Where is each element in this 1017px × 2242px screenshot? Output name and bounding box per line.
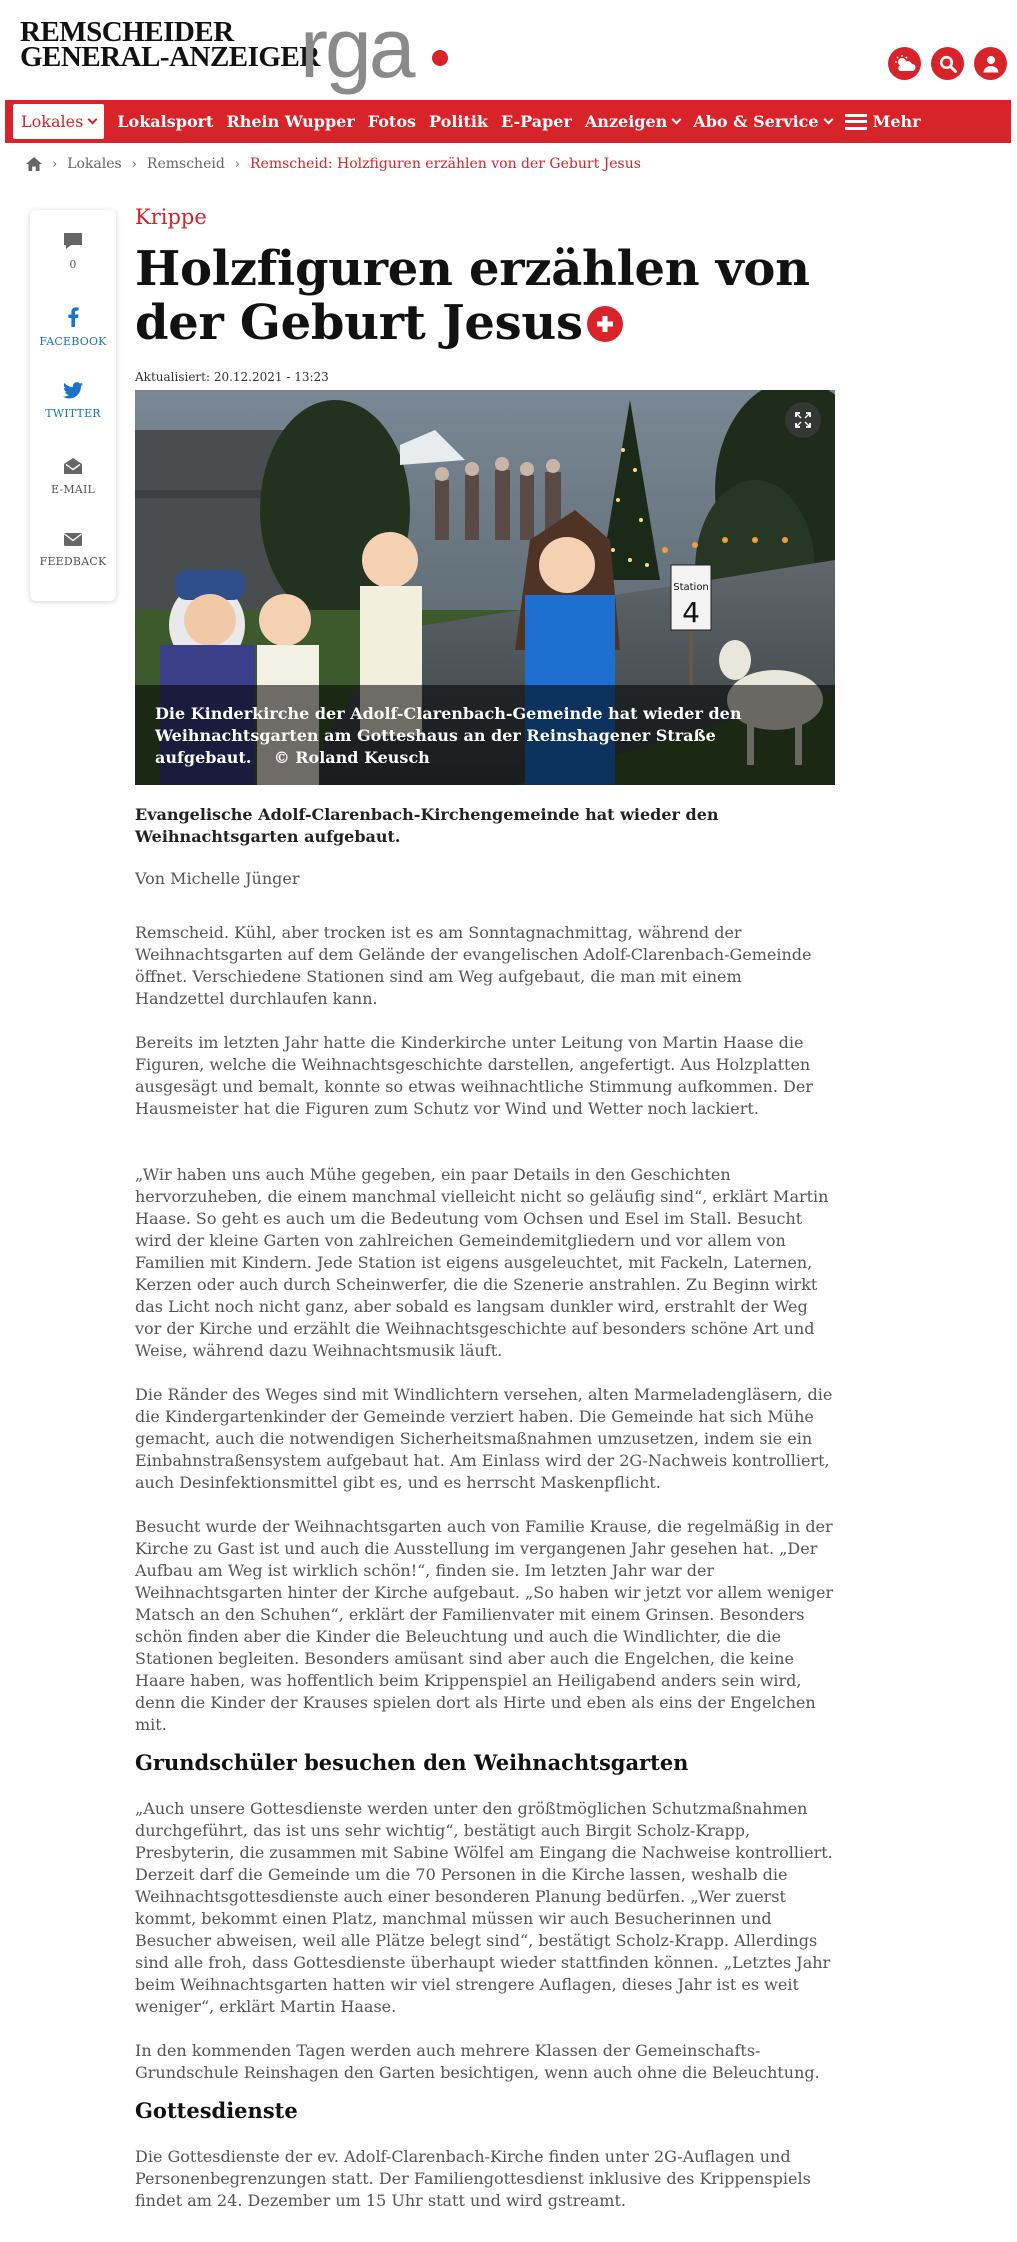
user-icon <box>982 55 1000 73</box>
nav-item-fotos[interactable] <box>368 112 416 131</box>
nav-item-label: Rhein Wupper <box>226 112 355 131</box>
plus-icon <box>587 306 623 342</box>
nav-item-lokalsport[interactable] <box>117 112 213 131</box>
weather-icon <box>894 55 916 73</box>
brand-name-line1[interactable]: REMSCHEIDER <box>20 16 234 48</box>
nav-item-mehr[interactable] <box>845 112 921 131</box>
section-heading: Gottesdienste <box>135 2098 298 2124</box>
share-email-button[interactable] <box>30 445 116 520</box>
article-paragraph: Die Ränder des Weges sind mit Windlichtern versehen, alten Marmeladengläsern, die die Kindergartenkinder der Gemeinde verziert haben. Die Gemeinde hat sich Mühe gemacht, auch die notwendigen Sicherheitsmaßnahmen umzusetzen, indem sie ein Einbahnstraßensystem aufgebaut hat. Am Einlass wird der 2G-Nachweis kontrolliert, auch Desinfektionsmittel gibt es, und es herrscht Maskenpflicht. <box>135 1385 833 1493</box>
nav-item-label: Lokalsport <box>117 112 214 131</box>
photo-sign-label: Station <box>673 582 709 594</box>
article-paragraph: Die Gottesdienste der ev. Adolf-Clarenbach-Kirche finden unter 2G-Auflagen und Personenbegrenzungen statt. Der Familiengottesdienst inklusive des Krippenspiels findet am 24. Dezember um 15 Uhr statt und wird gstreamt. <box>135 2147 811 2211</box>
nav-item-label: Fotos <box>367 112 416 131</box>
site-header <box>0 0 1017 100</box>
photo-caption-line1: Die Kinderkirche der Adolf-Clarenbach-Gemeinde hat wieder den <box>155 704 742 724</box>
comment-icon <box>63 232 83 250</box>
home-icon[interactable] <box>26 157 42 171</box>
breadcrumb-current: Remscheid: Holzfiguren erzählen von der Geburt Jesus <box>250 156 641 172</box>
brand-logo-dot <box>432 50 448 66</box>
comments-button[interactable] <box>30 220 116 295</box>
nav-item-label: Anzeigen <box>584 112 668 131</box>
nav-item-rhein-wupper[interactable] <box>226 112 354 131</box>
brand-logo[interactable]: rga <box>300 1 413 95</box>
article-paragraph: In den kommenden Tagen werden auch mehrere Klassen der Gemeinschafts-Grundschule Reinshagen den Garten besichtigen, wenn auch ohne die Beleuchtung. <box>135 2041 820 2083</box>
article-paragraph: „Auch unsere Gottesdienste werden unter den größtmöglichen Schutzmaßnahmen durchgeführt, das ist uns sehr wichtig“, bestätigt auch Birgit Scholz-Krapp, Presbyterin, die zusammen mit Sabine Wölfel am Eingang die Nachweise kontrolliert. Derzeit darf die Gemeinde um die 70 Personen in die Kirche lassen, weshalb die Weihnachtsgottesdienste auch einer besonderen Planung bedürfen. „Wer zuerst kommt, bekommt einen Platz, manchmal müssen wir auch Besucherinnen und Besucher abweisen, weil alle Plätze belegt sind“, bestätigt Scholz-Krapp. Allerdings sind alle froh, dass Gottesdienste überhaupt wieder stattfinden können. „Letztes Jahr beim Weihnachtsgarten hatten wir viel strengere Auflagen, dieses Jahr ist es weit weniger“, erklärt Martin Haase. <box>135 1799 833 2017</box>
twitter-label: TWITTER <box>45 407 101 420</box>
breadcrumb <box>26 156 641 172</box>
chevron-right-icon: › <box>234 156 240 172</box>
email-label: E-MAIL <box>50 483 95 496</box>
envelope-icon <box>63 532 83 547</box>
photo-caption-line2: Weihnachtsgarten am Gotteshaus an der Reinshagener Straße <box>155 726 716 746</box>
photo-caption-line3: aufgebaut. <box>155 748 252 768</box>
article-updated-timestamp: Aktualisiert: 20.12.2021 - 13:23 <box>135 370 329 385</box>
main-navigation <box>5 100 1011 143</box>
share-facebook-button[interactable] <box>30 295 116 370</box>
article-title <box>135 242 835 350</box>
breadcrumb-item-remscheid[interactable]: Remscheid <box>146 156 225 172</box>
breadcrumb-item-lokales[interactable]: Lokales <box>67 156 122 172</box>
nav-item-label: Lokales <box>21 112 84 131</box>
article-paragraph: „Wir haben uns auch Mühe gegeben, ein paar Details in den Geschichten hervorzuheben, die einem manchmal vielleicht nicht so geläufig sind“, erklärt Martin Haase. So geht es auch um die Bedeutung vom Ochsen und Esel im Stall. Besucht wird der kleine Garten von zahlreichen Gemeindemitgliedern und vor allem von Familien mit Kindern. Jede Station ist eigens ausgeleuchtet, mit Fackeln, Laternen, Kerzen oder auch durch Scheinwerfer, die die Szenerie anstrahlen. Zu Beginn wirkt das Licht noch nicht ganz, aber sobald es langsam dunkler wird, erstrahlt der Weg vor der Kirche und erzählt die Weihnachtsgeschichte auf besonders schöne Art und Weise, während dazu Weihnachtsmusik läuft. <box>135 1165 829 1361</box>
chevron-down-icon <box>88 115 98 125</box>
article-author: Von Michelle Jünger <box>135 869 300 889</box>
photo-sign-number: 4 <box>682 596 700 630</box>
fullscreen-button[interactable] <box>785 402 821 438</box>
article-title-text: Holzfiguren erzählen von der Geburt Jesus <box>135 241 810 352</box>
nav-item-label: Mehr <box>872 112 921 131</box>
nav-item-label: E-Paper <box>500 112 572 131</box>
chevron-right-icon: › <box>131 156 137 172</box>
article-paragraph: Bereits im letzten Jahr hatte die Kinderkirche unter Leitung von Martin Haase die Figuren, welche die Weihnachtsgeschichte darstellen, angefertigt. Aus Holzplatten ausgesägt und bemalt, konnte so etwas weihnachtliche Stimmung aufkommen. Der Hausmeister hat die Figuren zum Schutz vor Wind und Wetter noch lackiert. <box>135 1033 813 1119</box>
feedback-label: FEEDBACK <box>39 555 107 568</box>
article-kicker: Krippe <box>135 205 207 229</box>
comment-count: 0 <box>69 258 77 271</box>
nav-item-politik[interactable] <box>429 112 488 131</box>
chevron-right-icon: › <box>52 156 58 172</box>
article-body <box>135 922 835 2212</box>
facebook-label: FACEBOOK <box>39 335 107 348</box>
hamburger-menu-icon <box>845 114 867 130</box>
nav-item-lokales[interactable] <box>13 104 104 139</box>
article <box>135 205 835 2212</box>
article-lead: Evangelische Adolf-Clarenbach-Kirchengemeinde hat wieder den Weihnachtsgarten aufgebaut. <box>135 805 719 847</box>
brand-name-line2[interactable]: GENERAL-ANZEIGER <box>20 41 320 73</box>
envelope-open-icon <box>63 457 83 475</box>
nav-item-e-paper[interactable] <box>501 112 572 131</box>
search-icon <box>939 55 957 73</box>
nav-item-label: Abo & Service <box>693 112 819 131</box>
user-account-button[interactable] <box>974 47 1007 80</box>
expand-icon <box>795 412 811 428</box>
section-heading: Grundschüler besuchen den Weihnachtsgarten <box>135 1750 689 1776</box>
article-paragraph: Besucht wurde der Weihnachtsgarten auch von Familie Krause, die regelmäßig in der Kirche zu Gast ist und auch die Ausstellung im vergangenen Jahr gesehen hat. „Der Aufbau am Weg ist wirklich schön!“, finden sie. Im letzten Jahr war der Weihnachtsgarten hinter der Kirche aufgebaut. „So haben wir jetzt vor allem weniger Matsch an den Schuhen“, erklärt der Familienvater mit einem Grinsen. Besonders schön finden aber die Kinder die Beleuchtung und auch die Windlichter, die die Stationen begleiten. Besonders amüsant sind aber auch die Engelchen, die keine Haare haben, was hoffentlich beim Krippenspiel an Heiligabend anders sein wird, denn die Kinder der Krauses spielen dort als Hirte und eben als eins der Engelchen mit. <box>135 1517 834 1735</box>
nav-item-abo-service[interactable] <box>693 112 831 131</box>
nav-item-label: Politik <box>429 112 488 131</box>
article-photo[interactable] <box>135 390 835 785</box>
photo-credit: © Roland Keusch <box>273 748 430 768</box>
feedback-button[interactable] <box>30 520 116 595</box>
search-button[interactable] <box>931 47 964 80</box>
photo-caption <box>135 685 835 785</box>
share-sidebar <box>30 210 116 601</box>
weather-button[interactable] <box>888 47 921 80</box>
chevron-down-icon <box>672 115 682 125</box>
chevron-down-icon <box>823 115 833 125</box>
facebook-icon <box>67 307 79 327</box>
share-twitter-button[interactable] <box>30 370 116 445</box>
article-paragraph: Remscheid. Kühl, aber trocken ist es am Sonntagnachmittag, während der Weihnachtsgarten auf dem Gelände der evangelischen Adolf-Clarenbach-Gemeinde öffnet. Verschiedene Stationen sind am Weg aufgebaut, die man mit einem Handzettel durchlaufen kann. <box>135 923 812 1009</box>
nav-item-anzeigen[interactable] <box>585 112 680 131</box>
twitter-icon <box>63 382 83 399</box>
